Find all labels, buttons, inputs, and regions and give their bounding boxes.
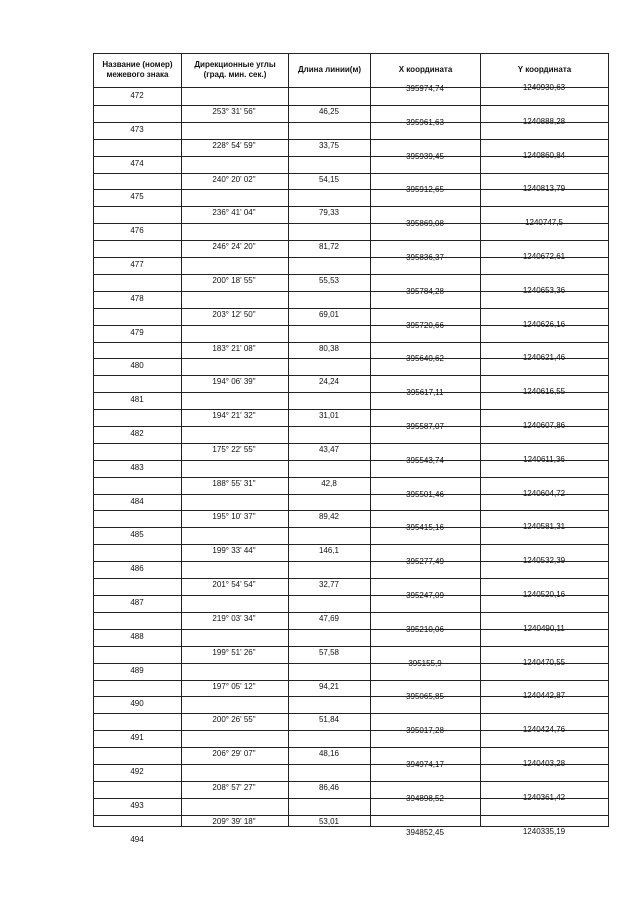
point-y: 1240361,42 [522, 793, 566, 802]
segment-angle: 208° 57' 27" [212, 783, 256, 792]
point-name: 492 [130, 767, 144, 776]
point-y: 1240424,76 [522, 725, 566, 734]
segment-angle: 183° 21' 08" [212, 344, 256, 353]
point-name: 477 [130, 260, 144, 269]
segment-length: 54,15 [318, 175, 340, 184]
segment-length: 31,01 [318, 411, 340, 420]
segment-length: 94,21 [318, 682, 340, 691]
segment-angle: 201° 54' 54" [212, 580, 256, 589]
point-x: 395587,07 [406, 422, 444, 431]
point-y: 1240532,39 [522, 556, 566, 565]
segment-length: 24,24 [318, 377, 340, 386]
segment-length: 42,8 [321, 479, 337, 488]
segment-length: 48,16 [318, 749, 340, 758]
header-x: X координата [398, 65, 453, 74]
point-y: 1240672,61 [522, 252, 566, 261]
point-y: 1240653,36 [522, 286, 566, 295]
point-x: 395155,9 [408, 659, 442, 668]
point-name: 481 [130, 395, 144, 404]
segment-angle: 246° 24' 20" [212, 242, 256, 251]
point-name: 482 [130, 429, 144, 438]
segment-angle: 194° 06' 39" [212, 377, 256, 386]
point-y: 1240611,36 [523, 455, 565, 464]
segment-angle: 194° 21' 32" [212, 411, 256, 420]
point-name: 488 [130, 632, 144, 641]
header-name: Название (номер) межевого знака [102, 60, 173, 79]
point-name: 476 [130, 226, 144, 235]
segment-angle: 240° 20' 02" [212, 175, 256, 184]
segment-length: 46,25 [318, 107, 340, 116]
point-x: 395784,28 [406, 287, 444, 296]
segment-angle: 236° 41' 04" [212, 208, 256, 217]
segment-angle: 197° 05' 12" [212, 682, 256, 691]
point-x: 395961,63 [406, 118, 444, 127]
segment-length: 81,72 [318, 242, 340, 251]
point-x: 395543,74 [406, 456, 444, 465]
segment-angle: 203° 12' 50" [212, 310, 256, 319]
segment-angle: 200° 18' 55" [212, 276, 256, 285]
point-name: 473 [130, 125, 144, 134]
point-name: 479 [130, 328, 144, 337]
segment-length: 80,38 [318, 344, 340, 353]
point-x: 395720,66 [406, 321, 444, 330]
point-x: 395617,11 [406, 388, 444, 397]
point-x: 395065,85 [406, 692, 444, 701]
point-name: 489 [130, 666, 144, 675]
segment-angle: 219° 03' 34" [212, 614, 256, 623]
segment-angle: 188° 55' 31" [212, 479, 256, 488]
point-name: 474 [130, 159, 144, 168]
segment-angle: 206° 29' 07" [212, 749, 256, 758]
segment-angle: 228° 54' 59" [212, 141, 256, 150]
point-x: 395017,28 [406, 726, 444, 735]
point-y: 1240335,19 [522, 827, 566, 836]
point-y: 1240888,28 [522, 117, 566, 126]
point-x: 395939,45 [406, 152, 444, 161]
point-y: 1240604,72 [522, 489, 566, 498]
point-x: 395501,46 [406, 490, 444, 499]
segment-length: 51,84 [318, 715, 340, 724]
point-y: 1240616,55 [522, 387, 566, 396]
point-name: 475 [130, 192, 144, 201]
point-y: 1240581,31 [522, 522, 566, 531]
point-name: 480 [130, 361, 144, 370]
segment-angle: 253° 31' 56" [212, 107, 256, 116]
header-angle: Дирекционные углы (град. мин. сек.) [194, 60, 276, 79]
point-y: 1240490,11 [523, 624, 565, 633]
point-name: 486 [130, 564, 144, 573]
segment-length: 146,1 [318, 546, 340, 555]
point-x: 395836,37 [406, 253, 444, 262]
segment-length: 43,47 [318, 445, 340, 454]
point-name: 490 [130, 699, 144, 708]
segment-length: 57,58 [318, 648, 340, 657]
point-y: 1240470,55 [522, 658, 566, 667]
segment-angle: 199° 51' 26" [212, 648, 256, 657]
segment-length: 47,69 [318, 614, 340, 623]
point-y: 1240930,63 [522, 83, 566, 92]
point-name: 494 [130, 835, 144, 844]
segment-length: 86,46 [318, 783, 340, 792]
point-name: 487 [130, 598, 144, 607]
segment-angle: 200° 26' 55" [212, 715, 256, 724]
point-x: 394852,45 [406, 828, 444, 837]
point-y: 1240520,16 [522, 590, 566, 599]
point-y: 1240747,5 [525, 218, 563, 227]
point-name: 478 [130, 294, 144, 303]
point-name: 484 [130, 497, 144, 506]
segment-length: 79,33 [318, 208, 340, 217]
point-y: 1240860,84 [522, 151, 566, 160]
point-x: 395869,08 [406, 219, 444, 228]
point-x: 395210,06 [406, 625, 444, 634]
segment-length: 55,53 [318, 276, 340, 285]
segment-length: 89,42 [318, 512, 340, 521]
segment-length: 53,01 [318, 817, 340, 826]
point-x: 394974,17 [406, 760, 444, 769]
header-length: Длина линии(м) [297, 65, 362, 74]
point-x: 395415,16 [406, 523, 444, 532]
point-y: 1240626,16 [522, 320, 566, 329]
segment-length: 33,75 [318, 141, 340, 150]
point-name: 483 [130, 463, 144, 472]
point-name: 491 [130, 733, 144, 742]
segment-angle: 199° 33' 44" [212, 546, 256, 555]
segment-length: 69,01 [318, 310, 340, 319]
point-name: 485 [130, 530, 144, 539]
point-x: 395247,09 [406, 591, 444, 600]
point-y: 1240607,86 [522, 421, 566, 430]
point-y: 1240621,46 [522, 353, 566, 362]
segment-angle: 175° 22' 55" [212, 445, 256, 454]
point-x: 395912,65 [406, 185, 444, 194]
header-y: Y координата [517, 65, 572, 74]
segment-angle: 195° 10' 37" [212, 512, 256, 521]
segment-angle: 209° 39' 18" [212, 817, 256, 826]
point-name: 493 [130, 801, 144, 810]
point-x: 395640,62 [406, 354, 444, 363]
point-y: 1240442,87 [522, 691, 566, 700]
point-x: 395974,74 [406, 84, 444, 93]
point-y: 1240813,79 [522, 184, 566, 193]
point-y: 1240403,28 [522, 759, 566, 768]
point-x: 395277,49 [406, 557, 444, 566]
point-x: 394898,52 [406, 794, 444, 803]
point-name: 472 [130, 91, 144, 100]
segment-length: 32,77 [318, 580, 340, 589]
